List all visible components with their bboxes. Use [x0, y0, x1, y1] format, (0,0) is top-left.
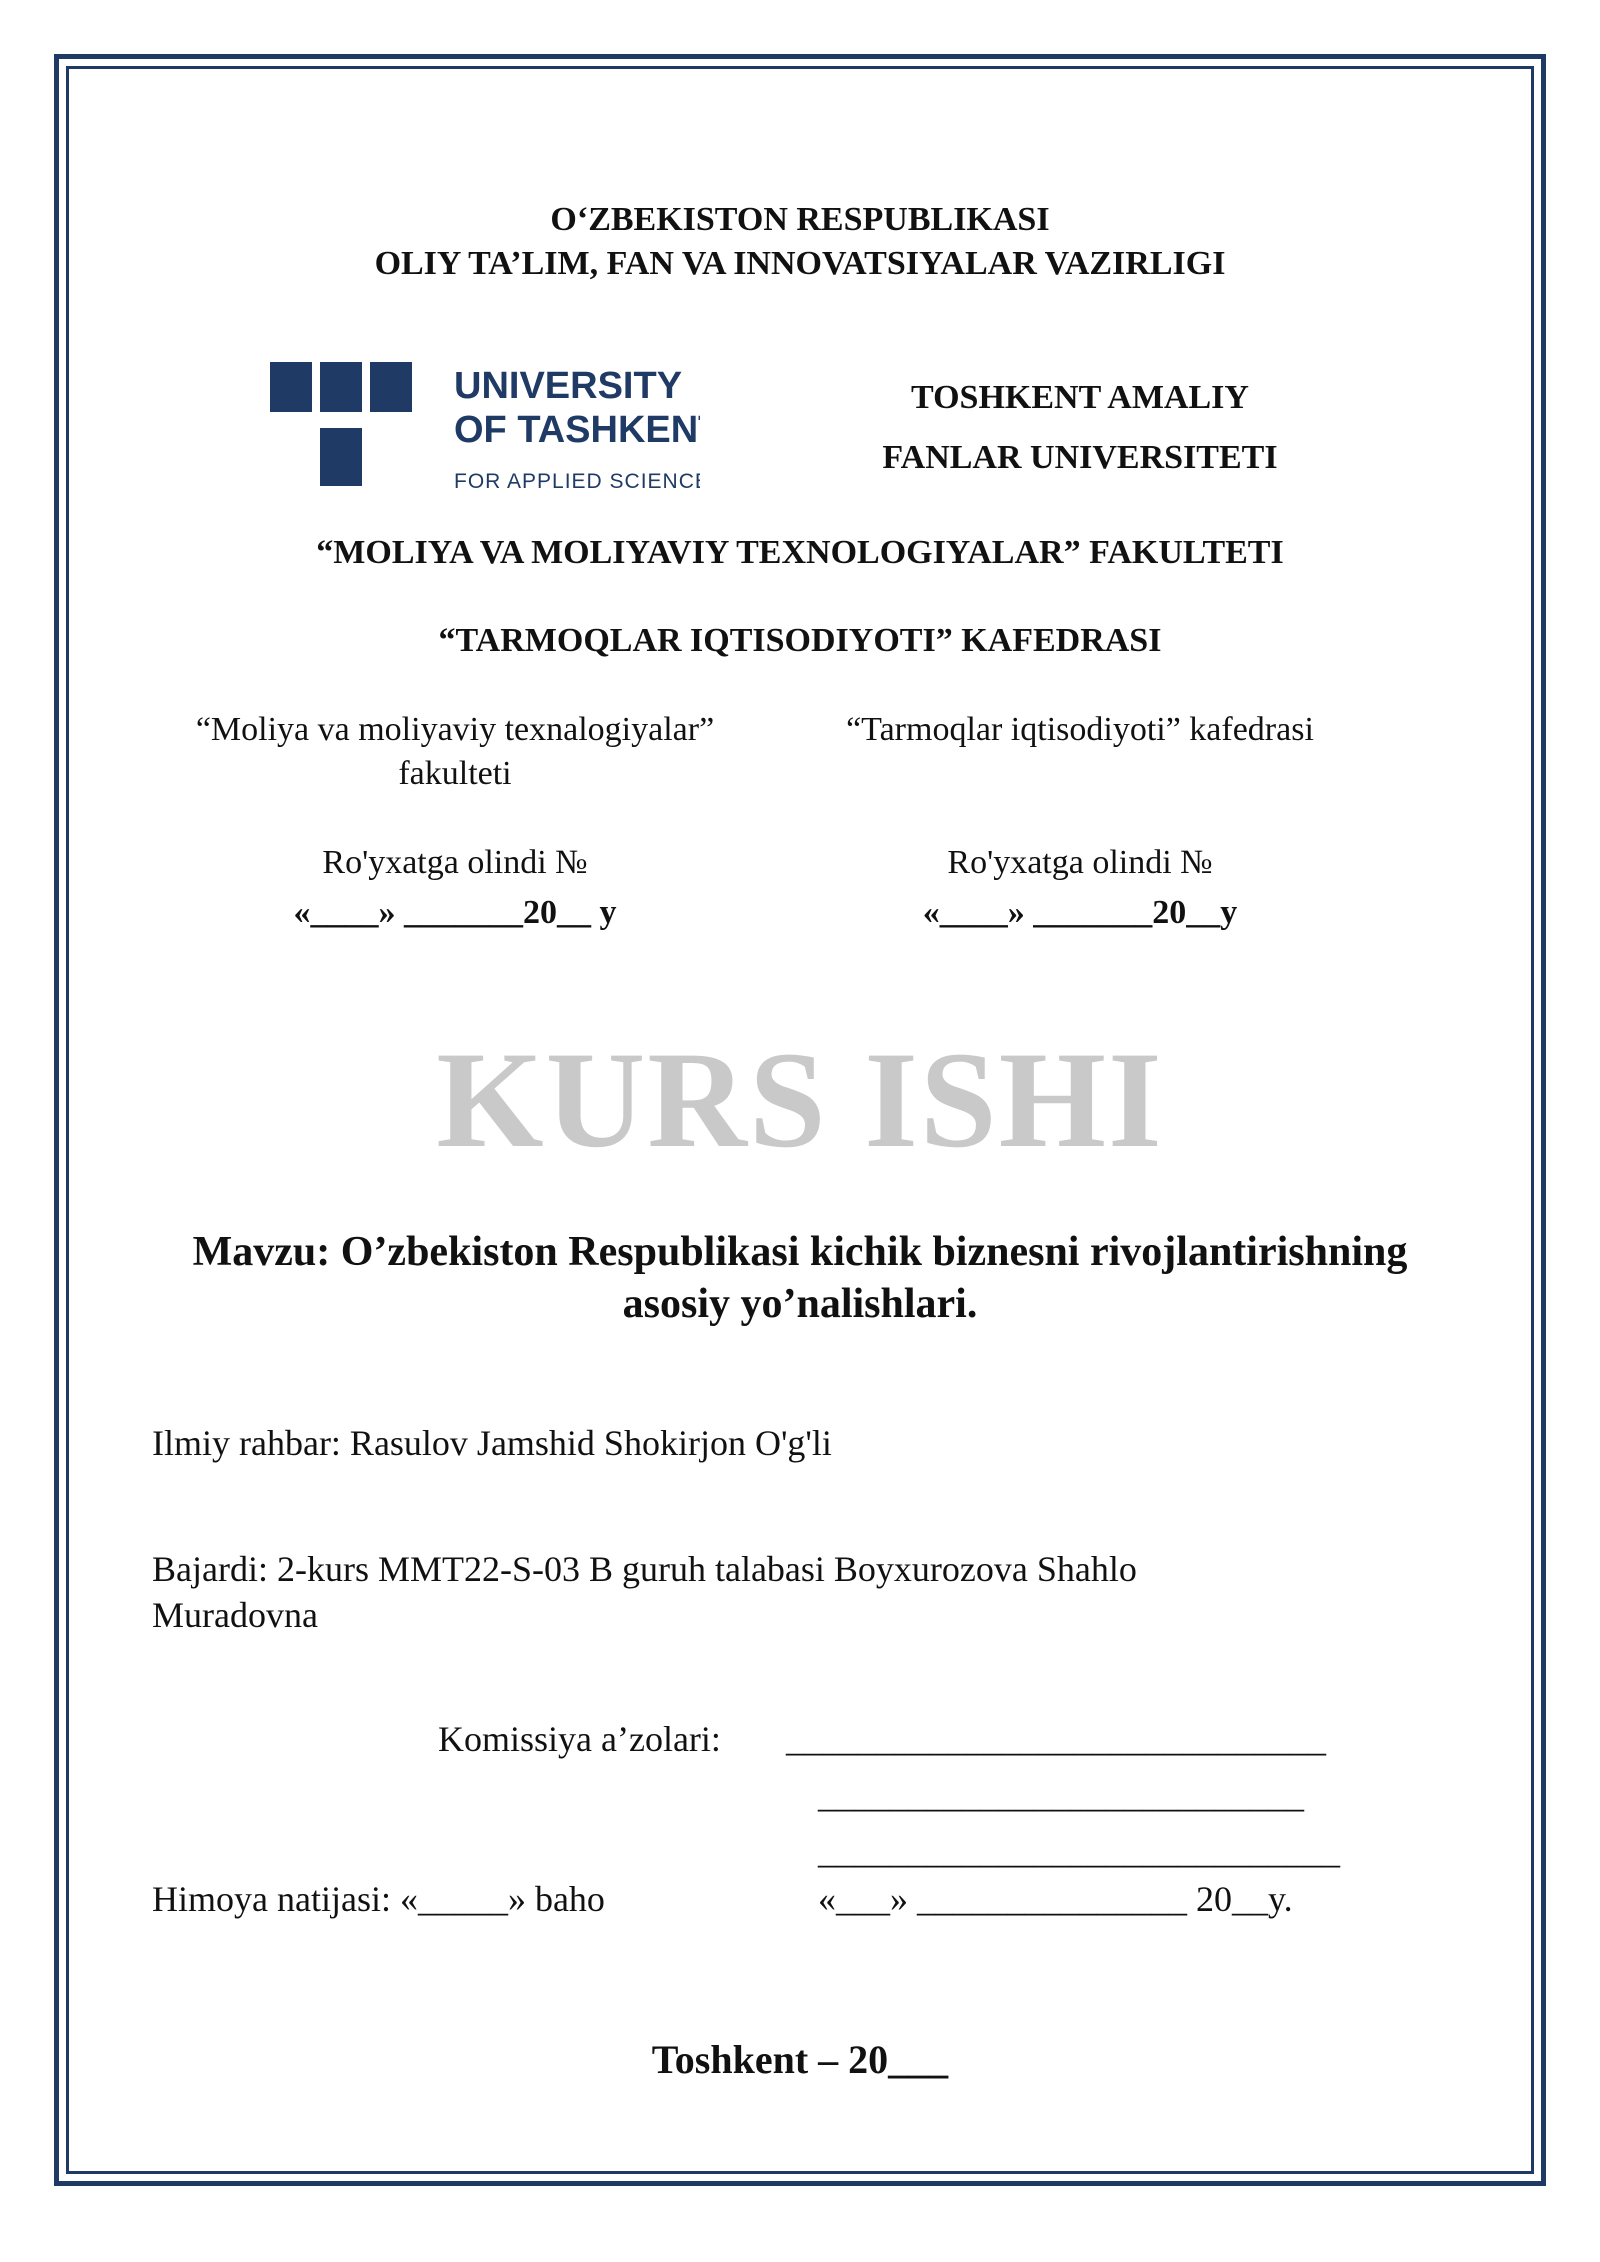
right-department-line-1: “Tarmoqlar iqtisodiyoti” kafedrasi [846, 711, 1314, 748]
work-type-title: KURS ISHI [436, 1023, 1164, 1176]
topic-line-2: asosiy yo’nalishlari. [622, 1281, 978, 1327]
topic [160, 1226, 1440, 1330]
commission-line-3: _____________________________ [818, 1831, 1340, 1871]
student [152, 1546, 1352, 1638]
commission-line-1: ______________________________ [786, 1719, 1326, 1759]
advisor: Ilmiy rahbar: Rasulov Jamshid Shokirjon O'g'li [152, 1423, 832, 1463]
ministry-line-2: OLIY TA’LIM, FAN VA INNOVATSIYALAR VAZIRLIGI [374, 245, 1226, 282]
left-registration [150, 838, 760, 938]
ministry-header [0, 198, 1600, 286]
city-year: Toshkent – 20___ [651, 2037, 949, 2082]
left-registered-label: Ro'yxatga olindi № [322, 844, 588, 881]
topic-line-1: Mavzu: O’zbekiston Respublikasi kichik biznesni rivojlantirishning [192, 1229, 1408, 1275]
faculty-title: “MOLIYA VA MOLIYAVIY TEXNOLOGIYALAR” FAKULTETI [316, 534, 1284, 571]
right-registered-label: Ro'yxatga olindi № [947, 844, 1213, 881]
university-name-line-1: TOSHKENT AMALIY [911, 379, 1249, 416]
right-department-label [800, 708, 1360, 752]
right-registration [800, 838, 1360, 938]
university-logo [270, 362, 700, 498]
right-registration-date: «____» _______20__y [922, 894, 1238, 931]
defense-result: Himoya natijasi: «_____» baho [152, 1879, 605, 1919]
left-faculty-line-2: fakulteti [398, 755, 512, 792]
ministry-line-1: O‘ZBEKISTON RESPUBLIKASI [550, 201, 1050, 238]
left-faculty-line-1: “Moliya va moliyaviy texnalogiyalar” [195, 711, 715, 748]
student-line-2: Muradovna [152, 1595, 318, 1635]
university-name-line-2: FANLAR UNIVERSITETI [882, 439, 1278, 476]
logo-line-2: OF TASHKENT [454, 409, 700, 451]
left-registration-date: «____» _______20__ y [293, 894, 617, 931]
logo-line-1: UNIVERSITY [454, 365, 683, 407]
department-title: “TARMOQLAR IQTISODIYOTI” KAFEDRASI [438, 622, 1162, 659]
defense-date: «___» _______________ 20__y. [818, 1879, 1293, 1919]
commission-line-2: ___________________________ [818, 1775, 1304, 1815]
logo-line-3: FOR APPLIED SCIENCES [454, 470, 700, 493]
left-faculty-label [150, 708, 760, 796]
university-name [820, 368, 1340, 488]
university-logo-icon [270, 362, 700, 498]
student-line-1: Bajardi: 2-kurs MMT22-S-03 B guruh talabasi Boyxurozova Shahlo [152, 1549, 1137, 1589]
commission-label: Komissiya a’zolari: [438, 1719, 721, 1759]
